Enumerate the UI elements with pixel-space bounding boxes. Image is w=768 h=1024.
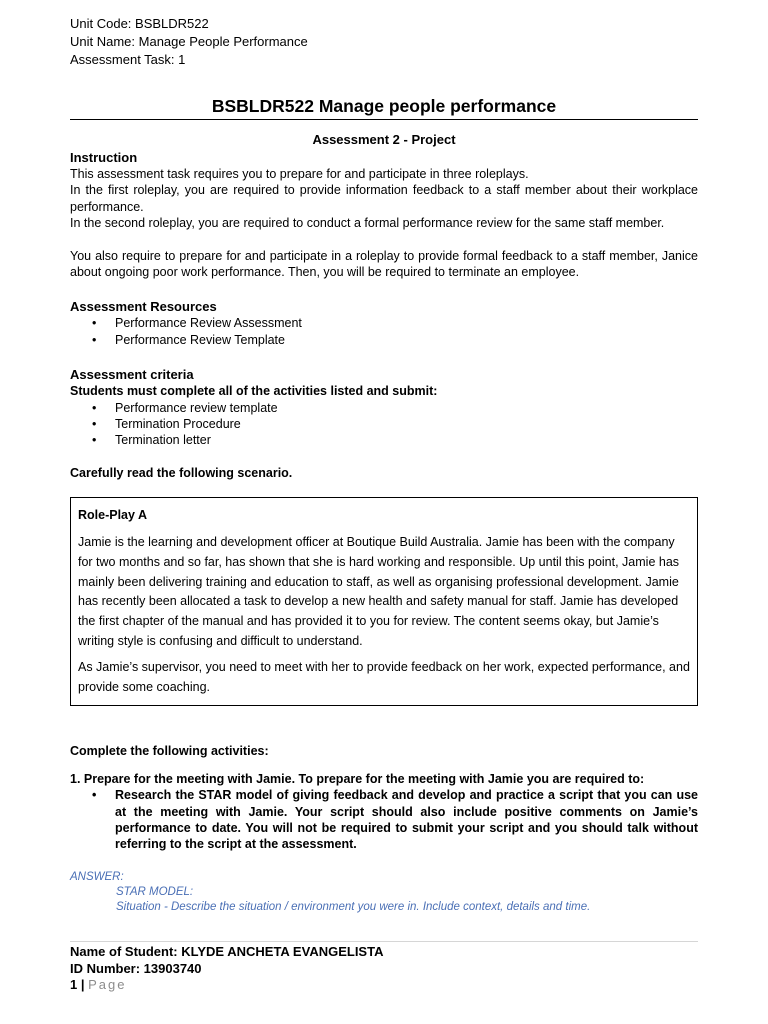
criteria-heading: Assessment criteria: [70, 367, 194, 383]
page-number: 1: [70, 977, 78, 992]
answer-label: ANSWER:: [70, 870, 124, 883]
activity-step-1: 1. Prepare for the meeting with Jamie. To prepare for the meeting with Jamie you are required to:: [70, 771, 645, 786]
spacer: [70, 348, 698, 366]
activities-heading: Complete the following activities:: [70, 744, 269, 759]
criteria-list: [70, 400, 698, 449]
page-indicator: [70, 977, 383, 994]
student-name: Name of Student: KLYDE ANCHETA EVANGELISTA: [70, 944, 384, 959]
spacer: [70, 232, 698, 248]
unit-code: Unit Code: BSBLDR522: [70, 16, 209, 31]
list-item: • Performance Review Template: [70, 332, 698, 348]
scenario-intro: Carefully read the following scenario.: [70, 465, 293, 480]
document-header: [70, 15, 308, 69]
resources-heading: Assessment Resources: [70, 299, 217, 315]
instruction-paragraph-4: You also require to prepare for and participate in a roleplay to provide formal feedback to a staff member, Janice about ongoing poor work performance. Then, you will be required to terminate an employee.: [70, 248, 698, 280]
instruction-paragraph-3: In the second roleplay, you are required to conduct a formal performance review for the same staff member.: [70, 216, 665, 231]
document-title: BSBLDR522 Manage people performance: [211, 96, 557, 116]
instruction-paragraph-1: This assessment task requires you to prepare for and participate in three roleplays.: [70, 167, 529, 181]
spacer: [70, 449, 698, 465]
spacer: [70, 280, 698, 298]
answer-line-1: STAR MODEL:: [116, 885, 194, 898]
activity-bullets: [70, 787, 698, 853]
list-item: • Termination Procedure: [70, 416, 698, 432]
instruction-paragraph-2: In the first roleplay, you are required to provide information feedback to a staff member about their workplace performance.: [70, 183, 698, 214]
title-underline: [70, 119, 698, 120]
roleplay-box: [70, 497, 698, 706]
roleplay-paragraph-2: As Jamie’s supervisor, you need to meet with her to provide feedback on her work, expected performance, and provide some coaching.: [78, 659, 690, 694]
answer-block: [70, 870, 698, 915]
list-item: • Termination letter: [70, 432, 698, 448]
page-label: Page: [88, 977, 127, 992]
student-id: ID Number: 13903740: [70, 960, 202, 976]
roleplay-paragraph-1: Jamie is the learning and development officer at Boutique Build Australia. Jamie has been with the company for two months and so far, has shown that she is hard working and responsible. Up until this point, Jamie has mainly been delivering training and education to staff, as well as organising professional development. Jamie has recently been allocated a task to develop a new health and safety manual for staff. Jamie has developed the first chapter of the manual and has provided it to you for review. The content seems okay, but Jamie’s writing style is confusing and difficult to understand.: [78, 535, 680, 649]
document-footer: [70, 944, 383, 994]
document-subtitle: Assessment 2 - Project: [312, 132, 456, 147]
list-item: • Performance review template: [70, 400, 698, 416]
unit-name: Unit Name: Manage People Performance: [70, 34, 308, 49]
assessment-task: Assessment Task: 1: [70, 52, 186, 67]
answer-line-2: Situation - Describe the situation / environment you were in. Include context, details and time.: [116, 900, 591, 913]
resources-list: [70, 315, 698, 348]
list-item: • Performance Review Assessment: [70, 315, 698, 331]
roleplay-heading: Role-Play A: [78, 508, 148, 523]
page-separator: |: [80, 977, 85, 992]
list-item: • Research the STAR model of giving feedback and develop and practice a script that you can use at the meeting with Jamie. Your script should also include positive comments on Jamie’s performance to date. You will not be required to submit your script and you should talk without referring to the script at the assessment.: [70, 787, 698, 853]
footer-divider: [70, 941, 698, 942]
document-body: [70, 149, 698, 915]
criteria-intro: Students must complete all of the activities listed and submit:: [70, 384, 438, 399]
instruction-heading: Instruction: [70, 150, 138, 165]
